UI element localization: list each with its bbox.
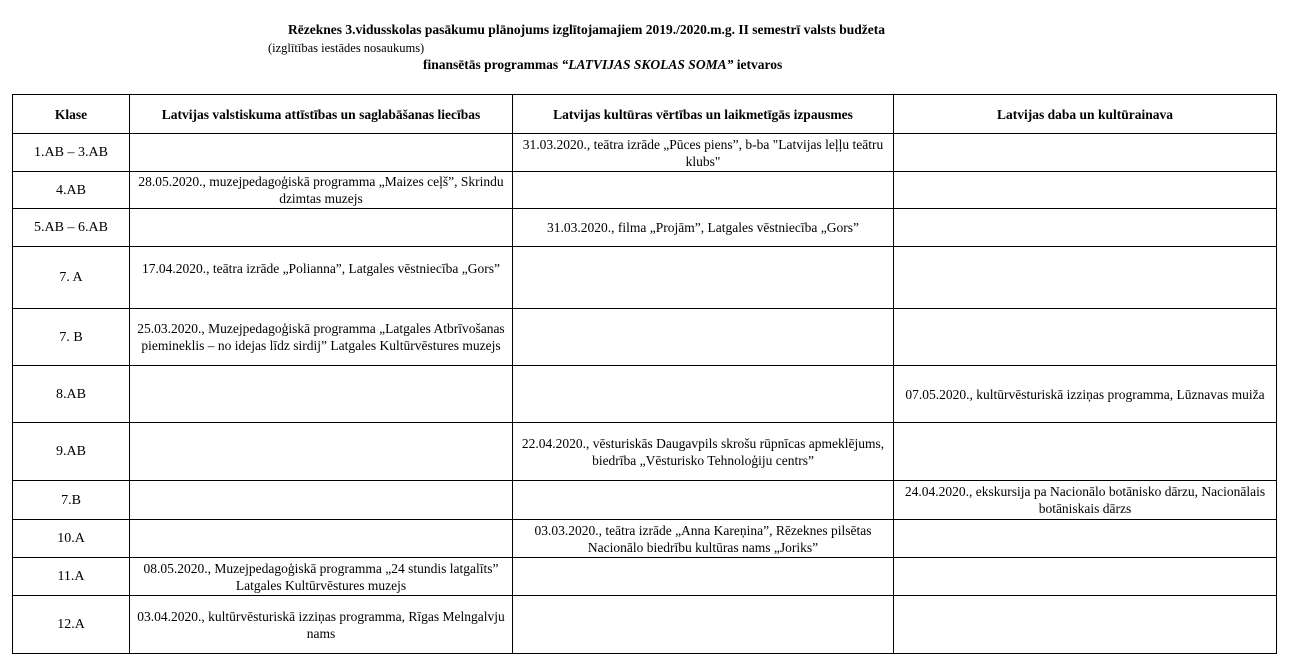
statehood-cell: 25.03.2020., Muzejpedagoģiskā programma „Latgales Atbrīvošanas piemineklis – no idejas līdz sirdij” Latgales Kultūrvēstures muzejs bbox=[130, 309, 513, 366]
table-row bbox=[13, 172, 1277, 209]
culture-cell: 31.03.2020., teātra izrāde „Pūces piens”, b-ba "Latvijas leļļu teātru klubs" bbox=[513, 134, 894, 172]
table-row bbox=[13, 481, 1277, 520]
column-header-statehood: Latvijas valstiskuma attīstības un saglabāšanas liecības bbox=[130, 95, 513, 134]
table-row bbox=[13, 247, 1277, 309]
culture-cell bbox=[513, 309, 894, 366]
program-suffix: ietvaros bbox=[733, 57, 783, 72]
statehood-cell bbox=[130, 423, 513, 481]
column-header-culture: Latvijas kultūras vērtības un laikmetīgās izpausmes bbox=[513, 95, 894, 134]
class-cell: 7.B bbox=[13, 481, 130, 520]
culture-cell bbox=[513, 247, 894, 309]
program-name: “LATVIJAS SKOLAS SOMA” bbox=[561, 57, 734, 72]
statehood-cell: 03.04.2020., kultūrvēsturiskā izziņas programma, Rīgas Melngalvju nams bbox=[130, 596, 513, 654]
table-row bbox=[13, 366, 1277, 423]
table-header-row bbox=[13, 95, 1277, 134]
nature-cell bbox=[894, 209, 1277, 247]
statehood-cell bbox=[130, 209, 513, 247]
statehood-cell bbox=[130, 134, 513, 172]
class-cell: 10.A bbox=[13, 520, 130, 558]
table-row bbox=[13, 520, 1277, 558]
table-row bbox=[13, 134, 1277, 172]
culture-cell bbox=[513, 558, 894, 596]
statehood-cell bbox=[130, 481, 513, 520]
table-row bbox=[13, 309, 1277, 366]
culture-cell bbox=[513, 366, 894, 423]
statehood-cell bbox=[130, 520, 513, 558]
statehood-cell: 17.04.2020., teātra izrāde „Polianna”, Latgales vēstniecība „Gors” bbox=[130, 247, 513, 309]
class-cell: 7. B bbox=[13, 309, 130, 366]
institution-caption: (izglītības iestādes nosaukums) bbox=[268, 41, 425, 55]
table-row bbox=[13, 423, 1277, 481]
culture-cell bbox=[513, 596, 894, 654]
class-cell: 4.AB bbox=[13, 172, 130, 209]
table-row bbox=[13, 209, 1277, 247]
program-prefix: finansētās programmas bbox=[423, 57, 562, 72]
table-row bbox=[13, 596, 1277, 654]
nature-cell bbox=[894, 596, 1277, 654]
culture-cell: 03.03.2020., teātra izrāde „Anna Kareņina”, Rēzeknes pilsētas Nacionālo biedrību kultūras nams „Joriks” bbox=[513, 520, 894, 558]
nature-cell bbox=[894, 423, 1277, 481]
program-line bbox=[423, 57, 782, 73]
page-title: Rēzeknes 3.vidusskolas pasākumu plānojums izglītojamajiem 2019./2020.m.g. II semestrī valsts budžeta bbox=[288, 22, 886, 37]
class-cell: 5.AB – 6.AB bbox=[13, 209, 130, 247]
nature-cell bbox=[894, 247, 1277, 309]
nature-cell bbox=[894, 309, 1277, 366]
nature-cell bbox=[894, 134, 1277, 172]
nature-cell: 24.04.2020., ekskursija pa Nacionālo botānisko dārzu, Nacionālais botāniskais dārzs bbox=[894, 481, 1277, 520]
culture-cell: 22.04.2020., vēsturiskās Daugavpils skrošu rūpnīcas apmeklējums, biedrība „Vēsturisko Tehnoloģiju centrs” bbox=[513, 423, 894, 481]
class-cell: 1.AB – 3.AB bbox=[13, 134, 130, 172]
nature-cell bbox=[894, 558, 1277, 596]
statehood-cell bbox=[130, 366, 513, 423]
statehood-cell: 28.05.2020., muzejpedagoģiskā programma „Maizes ceļš”, Skrindu dzimtas muzejs bbox=[130, 172, 513, 209]
nature-cell bbox=[894, 520, 1277, 558]
events-table bbox=[12, 94, 1277, 654]
table-row bbox=[13, 558, 1277, 596]
nature-cell bbox=[894, 172, 1277, 209]
statehood-cell: 08.05.2020., Muzejpedagoģiskā programma „24 stundis latgalīts” Latgales Kultūrvēstures muzejs bbox=[130, 558, 513, 596]
column-header-nature: Latvijas daba un kultūrainava bbox=[894, 95, 1277, 134]
class-cell: 7. A bbox=[13, 247, 130, 309]
class-cell: 11.A bbox=[13, 558, 130, 596]
class-cell: 12.A bbox=[13, 596, 130, 654]
class-cell: 9.AB bbox=[13, 423, 130, 481]
culture-cell bbox=[513, 481, 894, 520]
culture-cell bbox=[513, 172, 894, 209]
nature-cell: 07.05.2020., kultūrvēsturiskā izziņas programma, Lūznavas muiža bbox=[894, 366, 1277, 423]
class-cell: 8.AB bbox=[13, 366, 130, 423]
culture-cell: 31.03.2020., filma „Projām”, Latgales vēstniecība „Gors” bbox=[513, 209, 894, 247]
column-header-class: Klase bbox=[13, 95, 130, 134]
